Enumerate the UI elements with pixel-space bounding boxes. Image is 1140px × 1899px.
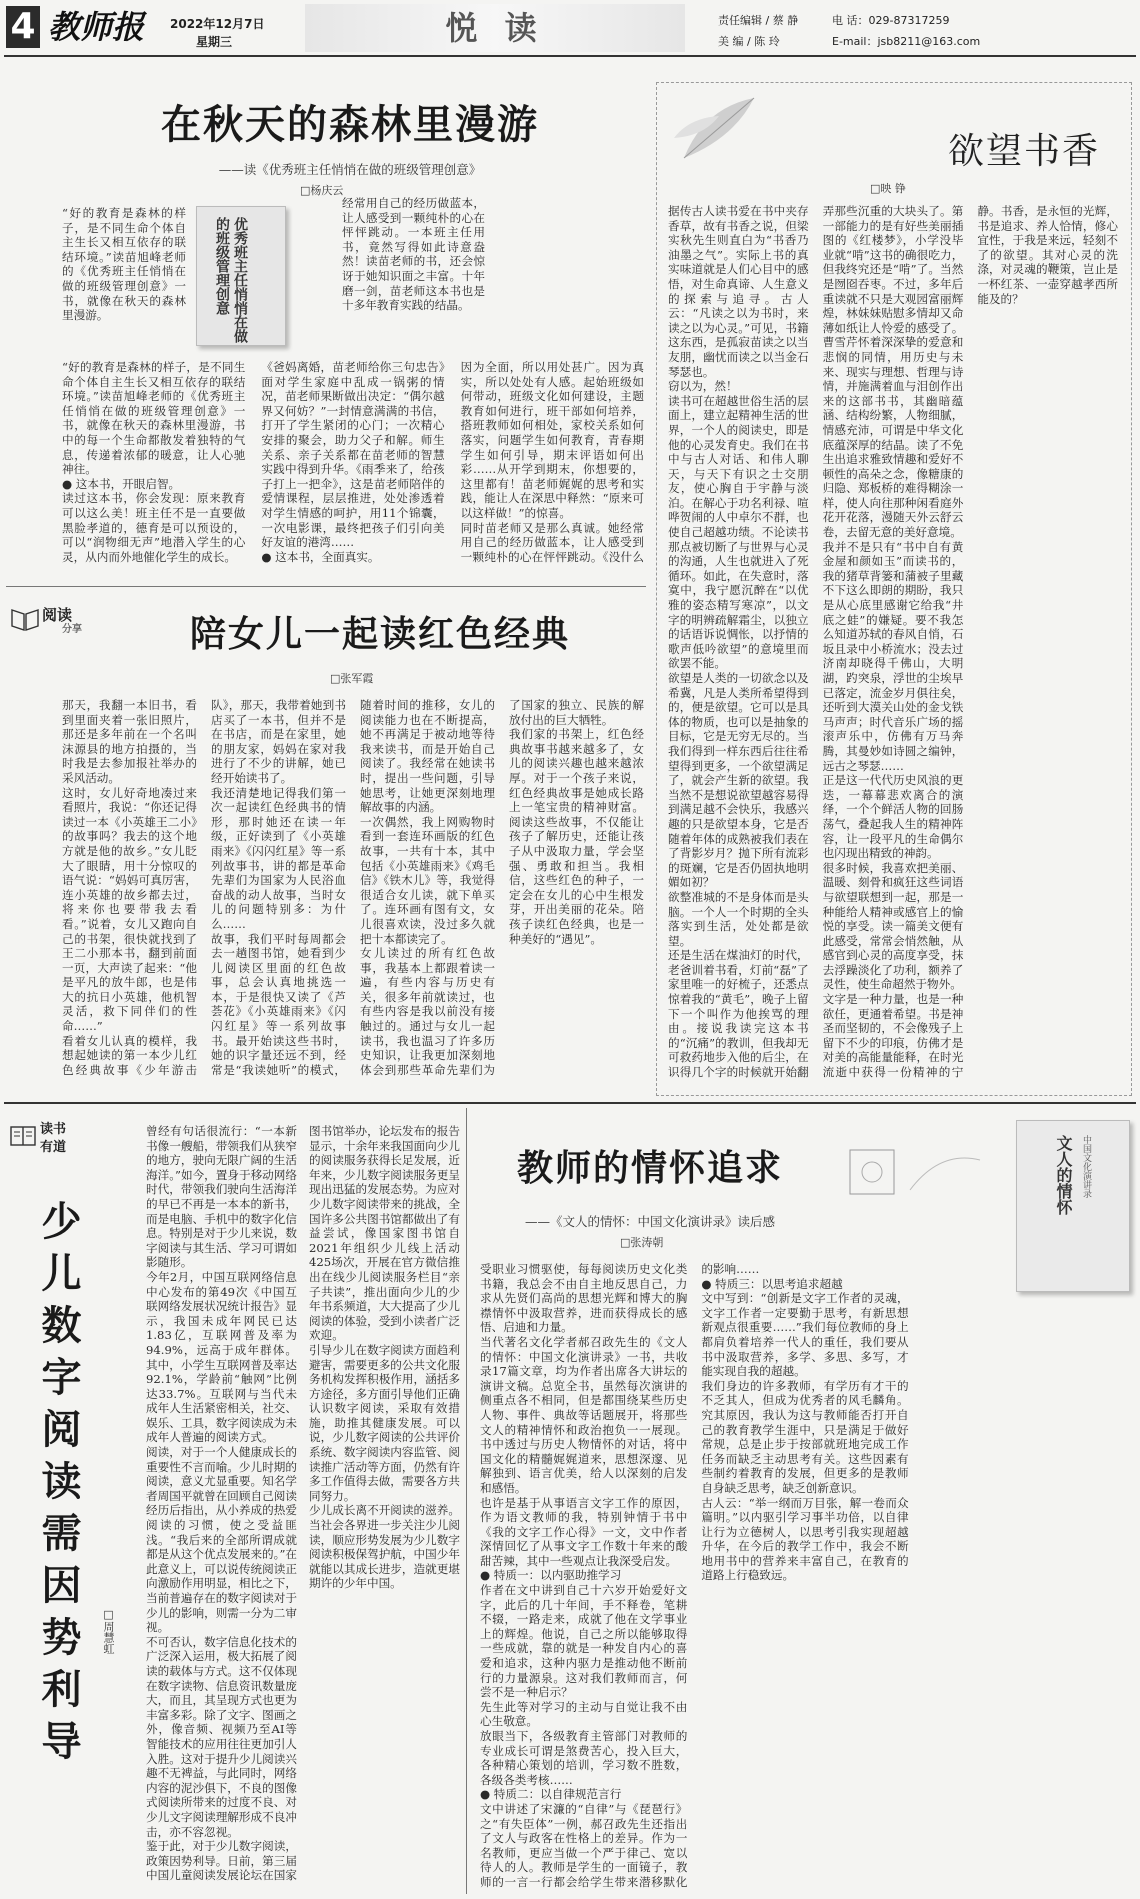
reading-share-label-a: 阅读 xyxy=(42,606,73,624)
designer-credit: 美 编 / 陈 玲 xyxy=(718,35,780,48)
article4-tag xyxy=(10,1116,90,1160)
article4-byline: □周慧虹 xyxy=(102,1608,115,1654)
article5-title: 教师的情怀追求 xyxy=(516,1148,783,1189)
article1-body-lead xyxy=(62,206,186,356)
email-credit: E-mail：jsb8211@163.com xyxy=(832,35,981,48)
flower-seal-illustration-icon xyxy=(840,1140,990,1210)
article2-author: 映 铮 xyxy=(880,182,906,195)
article1-body-continued xyxy=(342,196,644,360)
mid-page-divider xyxy=(4,1102,1136,1104)
phone-credit: 电 话：029-87317259 xyxy=(832,14,950,27)
reading-share-tag xyxy=(10,598,94,638)
open-book-icon xyxy=(10,1124,36,1148)
article3-body: 那天，我翻一本旧书，看到里面夹着一张旧照片，那还是多年前在一个名叫沫源县的地方拍摄的，当时我是去参加报社举办的采风活动。 这时，女儿好奇地凑过来看照片，我说：“你还记得读过一本《小英雄王二小》的故事吗？我去的这个地方就是他的故乡。”女儿眨大了眼睛，用十分惊叹的语气说：“妈妈可真厉害，连小英雄的故乡都去过，将来你也要带我去看看。”说着，女儿又跑向自己的书架，很快就找到了王二小那本书，翻到前面一页，大声读了起来：“他是平凡的放牛郎，也是伟大的抗日小英雄，他机智灵活，救下同伴们的性命……” 看着女儿认真的模样，我想起她读的第一本少儿红色经典故事《少年游击队》，那天，我带着她到书店买了一本书，但并不是在书店，而是在家里，她的朋友家，妈妈在家对我进行了不少的讲解，她已经开始读书了。 我还清楚地记得我们第一次一起读红色经典书的情形，那时她还在读一年级，正好读到了《小英雄雨来》《闪闪红星》等一系列故事书，讲的都是革命先辈们为国家为人民浴血奋战的动人故事，当时女儿的问题特别多：为什么…… 故事，我们平时每周都会去一趟图书馆，她看到少儿阅读区里面的红色故事，总会认真地挑选一本，于是很快又读了《芦荟花》《小英雄雨来》《闪闪红星》等一系列故事书。最开始读这些书时，她的识字量还远不到，经常是“我读她听”的模式，随着时间的推移，女儿的阅读能力也在不断提高，她不再满足于被动地等待我来读书，而是开始自己阅读了。我经常在她读书时，提出一些问题，引导她思考，让她更深刻地理解故事的内涵。 一次偶然，我上网购物时看到一套连环画版的红色故事，一共有十本，其中包括《小英雄雨来》《鸡毛信》《铁木儿》等，我觉得很适合女儿读，就下单买了。连环画有图有文，女儿很喜欢读，没过多久就把十本都读完了。 女儿读过的所有红色故事，我基本上都跟着读一遍，有些内容与历史有关，很多年前就读过，也有些内容是我以前没有接触过的。通过与女儿一起读书，我也温习了许多历史知识，让我更加深刻地体会到那些革命先辈们为了国家的独立、民族的解放付出的巨大牺牲。 我们家的书架上，红色经典故事书越来越多了，女儿的阅读兴趣也越来越浓厚。对于一个孩子来说，红色经典故事是她成长路上一笔宝贵的精神财富。阅读这些故事，不仅能让孩子了解历史，还能让孩子从中汲取力量，学会坚强、勇敢和担当。我相信，这些红色的种子，一定会在女儿的心中生根发芽，开出美丽的花朵。陪孩子读红色经典，也是一种美好的“遇见”。 xyxy=(62,698,644,1077)
article1-subtitle: ——读《优秀班主任悄悄在做的班级管理创意》 xyxy=(218,162,482,177)
article3-title: 陪女儿一起读红色经典 xyxy=(189,614,570,655)
editor-credit: 责任编辑 / 蔡 静 xyxy=(718,14,799,27)
article2-leaf-art xyxy=(664,88,774,178)
paper-name: 教师报 xyxy=(48,8,145,46)
article4-tag-b: 有道 xyxy=(40,1140,67,1155)
article1-author: 杨庆云 xyxy=(310,184,344,197)
article1-body-lead-text: “好的教育是森林的样子，是不同生命个体自主生长又相互依存的联结环境。”读苗旭峰老师的《优秀班主任悄悄在做的班级管理创意》一书，就像在秋天的森林里漫游。 xyxy=(62,206,186,323)
article4-body: 曾经有句话很流行：“一本新书像一艘船，带领我们从狭窄的地方，驶向无限广阔的生活海洋。”如今，置身于移动网络时代，带领我们驶向生活海洋的早已不再是一本本的新书，而是电脑、手机中的数字化信息。特别是对于少儿来说，数字阅读与其生活、学习可谓如影随形。 今年2月，中国互联网络信息中心发布的第49次《中国互联网络发展状况统计报告》显示，我国未成年网民已达1.83亿，互联网普及率为94.9%，远高于成年群体。其中，小学生互联网普及率达92.1%，学龄前“触网”比例达33.7%。互联网与当代未成年人生活紧密相关，社交、娱乐、工具，数字阅读成为未成年人普遍的阅读方式。 阅读，对于一个人健康成长的重要性不言而喻。少儿时期的阅读，意义尤显重要。知名学者周国平就曾在回顾自己阅读经历后指出，从小养成的热爱阅读的习惯，使之受益匪浅。“我后来的全部所谓成就都是从这个优点发展来的。”在此意义上，可以说传统阅读正向激励作用明显，相比之下，当前普遍存在的数字阅读对于少儿的影响，则需一分为二审视。 不可否认，数字信息化技术的广泛深入运用，极大拓展了阅读的载体与方式。这不仅体现在数字读物、信息资讯数量庞大，而且，其呈现方式也更为丰富多彩。除了文字、图画之外，像音频、视频乃至AI等智能技术的应用往往更加引人入胜。这对于提升少儿阅读兴趣不无裨益，与此同时，网络内容的泥沙俱下，不良的图像式阅读所带来的过度不良、对少儿文字阅读理解形成不良冲击，亦不容忽视。 鉴于此，对于少儿数字阅读，政策因势利导。日前，第三届中国儿童阅读发展论坛在国家图书馆举办，论坛发布的报告显示，十余年来我国面向少儿的阅读服务获得长足发展，近年来，少儿数字阅读服务更呈现出迅猛的发展态势。为应对少儿数字阅读带来的挑战，全国许多公共图书馆都做出了有益尝试，像国家图书馆自2021年组织少儿线上活动425场次，开展在官方微信推出在线少儿阅读服务栏目“亲子共读”，推出面向少儿的少年书系频道，大大提高了少儿阅读的体验，受到小读者广泛欢迎。 引导少儿在数字阅读方面趋利避害，需要更多的公共文化服务机构发挥积极作用，涵括多方途径，多方面引导他们正确认识数字阅读，采取有效措施，助推其健康发展。可以说，少儿数字阅读的公共评价系统、数字阅读内容监管、阅读推广活动等方面，仍然有许多工作值得去做，需要各方共同努力。 少儿成长离不开阅读的滋养。当社会各界进一步关注少儿阅读，顺应形势发展为少儿数字阅读积极保驾护航，中国少年就能以其成长进步，造就更堪期许的少年中国。 xyxy=(146,1124,460,1883)
article1-body: “好的教育是森林的样子，是不同生命个体自主生长又相互依存的联结环境。”读苗旭峰老师的《优秀班主任悄悄在做的班级管理创意》一书，就像在秋天的森林里漫游，书中的每一个生命都散发着独特的气息，传递着浓郁的暖意，让人心驰神往。 ● 这本书，开眼启智。 读过这本书，你会发现：原来教育可以这么美！班主任不是一直要做黑脸孝道的，德育是可以预设的，可以“润物细无声”地潜入学生的心灵，从内而外地催化学生的成长。 《爸妈离婚，苗老师给你三句忠告》面对学生家庭中乱成一锅粥的情况，苗老师果断做出决定：“偶尔越界又何妨？”一封情意满满的书信，打开了学生紧闭的心门；一次精心安排的聚会，助力父子和解。师生关系、亲子关系都在苗老师的智慧实践中得到升华。《雨季来了，给孩子打上一把伞》，这是苗老师陪伴的爱情课程，层层推进，处处渗透着对学生情感的呵护，用11个锦囊，一次电影课，最终把孩子们引向美好友谊的港湾…… ● 这本书，全面真实。 因为全面，所以用处甚广。因为真实，所以处处有人感。起始班级如何带动，班级文化如何建设，主题教育如何进行，班干部如何培养，搭班教师如何相处，家校关系如何落实，问题学生如何教育，青春期学生如何引导，期末评语如何出彩……从开学到期末，你想要的，这里都有！苗老师娓娓的思考和实践，能让人在深思中释然：“原来可以这样做！”的惊喜。 同时苗老师又是那么真诚。她经常用自己的经历做蓝本，让人感受到一颗纯朴的心在怦怦跳动。《没什么 xyxy=(62,360,644,564)
article5-body: 受职业习惯驱使，每每阅读历史文化类书籍，我总会不由自主地反思自己，力求从先贤们高尚的思想光辉和博大的胸襟情怀中汲取营养，进而获得成长的感悟、启迪和力量。 当代著名文化学者郝召政先生的《文人的情怀：中国文化演讲录》一书，共收录17篇文章，均为作者出席各大讲坛的演讲文稿。总览全书，虽然每次演讲的侧重点各不相同，但是都围绕某些历史人物、事件、典故等话题展开，将那些文人的精神情怀和政治抱负一一展现。书中透过与历史人物情怀的对话，将中国文化的精髓娓娓道来，思想深邃、见解独到、语言优美，给人以深刻的启发和感悟。 也许是基于从事语言文字工作的原因，作为语文教师的我，特别钟情于书中《我的文字工作心得》一文，文中作者深情回忆了从事文字工作数十年来的酸甜苦辣，其中一些观点让我深受启发。 ● 特质一：以内驱助推学习 作者在文中讲到自己十六岁开始爱好文字，此后的几十年间，手不释卷，笔耕不辍，一路走来，成就了他在文学事业上的辉煌。他说，自己之所以能够取得一些成就，靠的就是一种发自内心的喜爱和追求，这种内驱力是推动他不断前行的力量源泉。这对我们教师而言，何尝不是一种启示？ 先生此等对学习的主动与自觉让我不由心生敬意。 放眼当下，各级教育主管部门对教师的专业成长可谓是煞费苦心，投入巨大，各种精心策划的培训，学习数不胜数，各级各类考核…… ● 特质二：以自律规范言行 文中讲述了宋濂的“自律”与《琵琶行》之“有失臣体”一例，郝召政先生还指出了文人与政客在性格上的差异。作为一名教师，更应当做一个严于律己、宽以待人的人。教师是学生的一面镜子，教师的一言一行都会给学生带来潜移默化的影响…… ● 特质三：以思考追求超越 文中写到：“创新是文字工作者的灵魂，文字工作者一定要勤于思考，有新思想新观点很重要……”我们每位教师的身上都肩负着培养一代人的重任，我们要从书中汲取营养，多学、多思、多写，才能实现自我的超越。 我们身边的许多教师，有学历有才干的不乏其人，但成为优秀者的风毛麟角。究其原因，我认为这与教师能否打开自己的教育教学生涯中，只是满足于做好常规，总是止步于按部就班地完成工作任务而缺乏主动思考有关。这些因素有些制约着教育的发展，但更多的是教师自身缺乏思考，缺乏创新意识。 古人云：“举一纲而万目张，解一卷而众篇明。”以内驱引学习事半功倍，以自律让行为立德树人，以思考引我实现超越升华，在今后的教学工作中，我会不断地用书中的营养来丰富自己，在教育的道路上行稳致远。 xyxy=(480,1262,909,1889)
section-title: 悦 读 xyxy=(445,9,545,47)
book-icon xyxy=(10,606,40,632)
article5-subtitle: ——《文人的情怀：中国文化演讲录》读后感 xyxy=(524,1214,775,1229)
article1-book-cover xyxy=(196,206,286,346)
article5-book-cover-subtitle: 中国文化演讲录 xyxy=(1081,1135,1091,1198)
leaf-illustration-icon xyxy=(664,88,774,178)
article2-title: 欲望书香 xyxy=(947,131,1100,172)
article4-tag-a: 读书 xyxy=(40,1122,67,1137)
article5-author: 张涛朝 xyxy=(630,1236,664,1249)
article5-book-cover-title: 文人的情怀 xyxy=(1054,1135,1073,1215)
article1-book-cover-title: 优秀班主任悄悄在做的班级管理创意 xyxy=(214,217,248,343)
article5-byline: □张涛朝 xyxy=(620,1236,664,1249)
article4-title: 少儿数字阅读需因势利导 xyxy=(35,1200,82,1772)
reading-share-label-b: 分享 xyxy=(62,624,82,635)
article3-author: 张军霞 xyxy=(340,672,374,685)
article2-body: 据传古人读书爱在书中夹存香草，故有书香之说，但梁实秋先生则直白为“书香乃油墨之气”。实际上书的真实味道就是人们心目中的感悟，对生命真谛、人生意义的探索与追寻。古人云：“凡读之以为书时，来读之以为心灵。”可见，书籍这东西，是孤寂苗读之以当友朋，幽忧而读之以当金石琴瑟也。 窃以为，然！ 读书可在超越世俗生活的层面上，建立起精神生活的世界，一个人的阅读史，即是他的心灵发育史。我们在书中与古人对话、和伟人聊天，与天下有识之士交朋友，使心胸自于宇静与淡泊。在解心于功名利禄、喧哗贺闹的人中卓尔不群，也使自己超越功绩。不论读书那点被切断了与世界与心灵的沟通，人生也就进入了死循环。如此，在失意时，落寞中，我宁愿沉醉在“以优雅的姿态精写寒凉”，以文字的明辨疏解霜尘，以独立的话语诉说惆怅，以抒情的歌声低吟欲望”的意境里而欲罢不能。 欲望是人类的一切欲念以及希冀，凡是人类所希望得到的，便是欲望。它可以是具体的物质，也可以是抽象的目标，它是无穷无尽的。当我们得到一样东西后往往希望得到更多，一个欲望满足了，就会产生新的欲望。我当然不是想说欲望越容易得到满足越不会快乐，我感兴趣的只是欲望本身，它是否随着年体的成熟被我们表在了背影岁月？抛下所有流彩的斑斓，它是否仍固执地明媚如初？ 欲整准城的不是身体而是头脑。一个人一个时期的全头落实到生活，处处都是欲望。 还是生活在煤油灯的时代，老爸训着书看，灯前“磊”了家里唯一的好梳子，还悉点惊着我的“黄毛”，晚子上留下一个叫作为他挨骂的理由。接说我读完这本书的“沉痛”的教训，但我却无可救药地步入他的后尘，在识得几个字的时候就开始翻弄那些沉重的大块头了。第一部能力的是有好些美丽插图的《红楼梦》，小学没毕业就“啃”这书的确很吃力，但我终究还是“啃”了。当然是囫囵吞枣。不过，多年后重读就不只是大观园富丽辉煌，林妹妹贴慰多情却又命薄如纸让人怜爱的感受了。曹雪芹怀着深深挚的爱意和悲悯的同情，用历史与未来、现实与理想、哲理与诗情，并施满着血与泪创作出来的这部书书，其幽暗蕴涵、结构纷繁，人物细腻，情感充沛，可谓是中华文化底蕴深厚的结晶。读了不免生出追求雅致情趣和爱好不顿性的高朵之念，像糖康的归隐、郑板桥的难得糊涂一样，使人向往那种闲看庭外花开花落，漫随天外云舒云卷，去留无意的美好意境。 我并不是只有“书中自有黄金屋和颜如玉”而读书的，我的猪草背篓和蒲被子里藏不下这么即朗的期盼，我只是从心底里感谢它给我“井底之蛙”的嫌疑。要不我怎么知道苏轼的春风自悄，石坂且录中小桥流水；没去过济南却晓得千佛山，大明湖，趵突泉，浮世的尘埃早已落定，流金岁月俱往矣，还听到大漠关山处的金戈铁马声声；时代音乐广场的摇滚声乐中，仿佛有万马奔腾，其曼妙如诗圆之编钟，远古之琴瑟…… 正是这一代代历史风浪的更迭，一幕幕悲欢离合的演绎，一个个鲜活人物的回肠荡气，叠起我人生的精神阵容，让一段平凡的生命偶尔也闪现出精致的神韵。 很多时候，我喜欢把美丽、温暖、刻骨和疯狂这些词语与欲望联想到一起，那是一种能给人精神或感官上的愉悦的享受。读一篇美文便有此感受，常常会悄然触，从感官到心灵的高度享受，抹去浮躁淡化了功利，额养了灵性，使生命超然于物外。 文字是一种力量，也是一种欲任，更通着希望。书是神圣而坚韧的，不会像残子上留下不少的印痕，仿佛才是对美的高能量能释，在时光流逝中获得一份精神的宁静。书香，是永恒的光辉，书是追求、养人恰情，修心宜性，于我是来远，轻刻不了的欲望。其对心灵的洗涤，对灵魂的鞭策，岂止是一杯红茶、一壶穿越孝西所能及的？ xyxy=(668,204,1118,1080)
article1-byline: □杨庆云 xyxy=(300,184,344,197)
article4-divider xyxy=(466,1108,467,1894)
article1-title: 在秋天的森林里漫游 xyxy=(161,102,539,148)
page-number: 4 xyxy=(10,6,36,47)
article4-author: 周慧虹 xyxy=(102,1621,115,1654)
article1-body-continued-text: 经常用自己的经历做蓝本，让人感受到一颗纯朴的心在怦怦跳动。一本班主任用书，竟然写得如此诗意盎然！读苗老师的书，还会惊讶于她知识面之丰富。十年磨一剑，苗老师这本书也是十多年教育实践的结晶。 xyxy=(342,196,485,313)
article3-byline: □张军霞 xyxy=(330,672,374,685)
masthead-rule xyxy=(4,55,1136,57)
issue-date: 2022年12月7日 xyxy=(170,17,265,31)
issue-weekday: 星期三 xyxy=(196,35,233,49)
article5-seal-art xyxy=(840,1140,990,1210)
article1-divider xyxy=(6,586,646,587)
article2-byline: □映 铮 xyxy=(870,182,906,195)
